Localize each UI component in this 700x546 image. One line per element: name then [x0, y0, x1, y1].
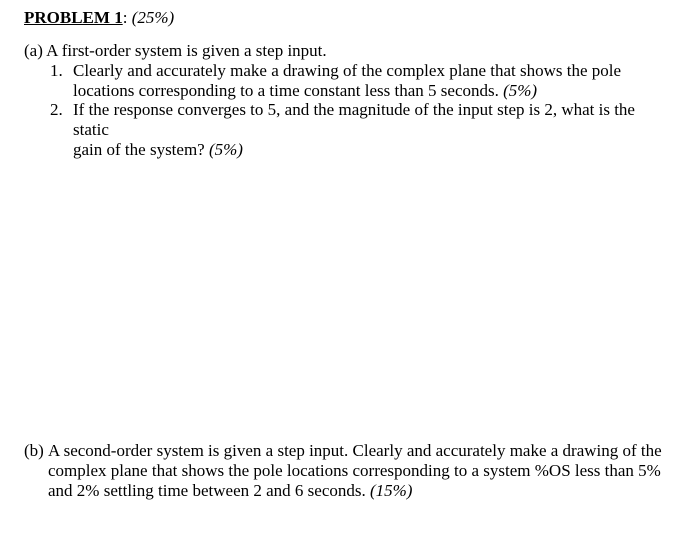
item-line-last — [73, 140, 673, 160]
problem-heading — [24, 8, 174, 28]
item-line-last — [73, 81, 673, 101]
part-b-line: and 2% settling time between 2 and 6 seconds. — [48, 481, 366, 500]
item-line: Clearly and accurately make a drawing of the complex plane that shows the pole — [73, 61, 622, 80]
item-line: locations corresponding to a time constant less than 5 seconds. — [73, 81, 499, 100]
item-number: 1. — [50, 61, 63, 80]
problem-separator: : — [122, 8, 132, 27]
problem-label: PROBLEM 1 — [24, 8, 123, 27]
part-b-letter: (b) — [24, 441, 44, 460]
item-text — [73, 61, 673, 101]
part-b-line-last — [48, 481, 674, 501]
item-points: (5%) — [208, 140, 243, 159]
part-b-line: complex plane that shows the pole locations corresponding to a system %OS less than 5% — [48, 461, 661, 480]
item-text — [73, 100, 673, 160]
part-b-line: A second-order system is given a step input. Clearly and accurately make a drawing of the — [48, 441, 662, 460]
item-points: (5%) — [503, 81, 538, 100]
item-line: If the response converges to 5, and the magnitude of the input step is 2, what is the static — [73, 100, 635, 139]
part-b-text — [48, 441, 674, 501]
part-a-statement: (a) A first-order system is given a step input. — [24, 41, 327, 60]
item-line: gain of the system? — [73, 140, 205, 159]
problem-weight: (25%) — [131, 8, 175, 27]
item-number: 2. — [50, 100, 63, 119]
part-b-points: (15%) — [369, 481, 413, 500]
